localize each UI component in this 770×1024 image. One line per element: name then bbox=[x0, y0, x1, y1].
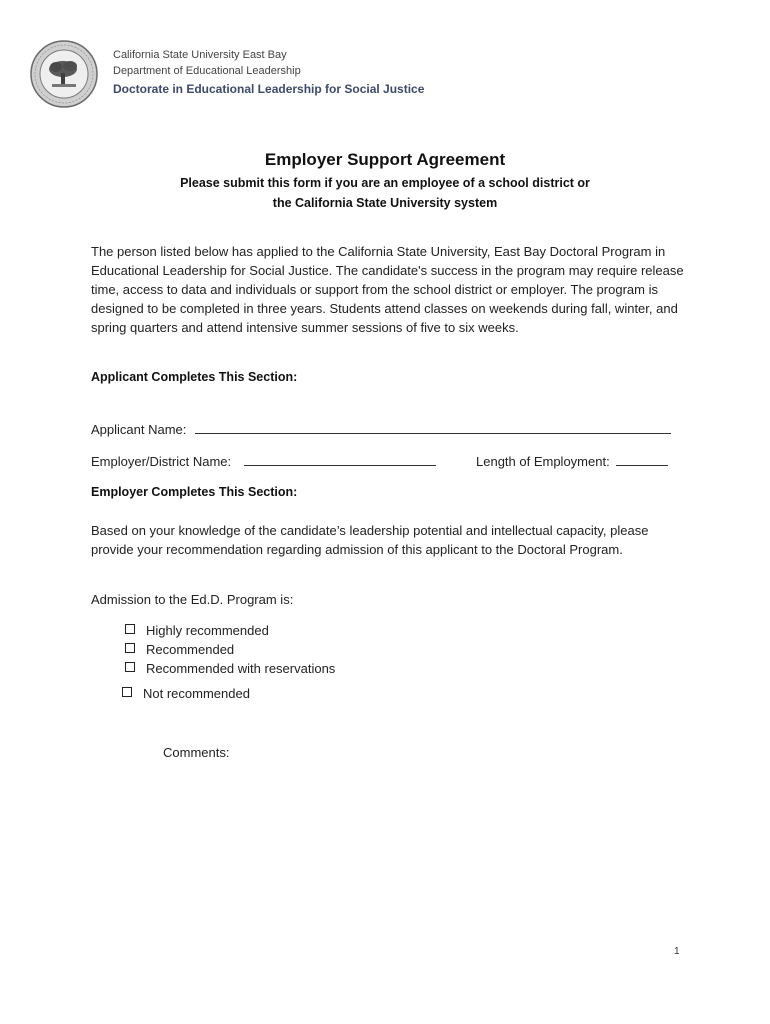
university-name: California State University East Bay bbox=[113, 49, 287, 61]
employer-name-field[interactable] bbox=[244, 453, 436, 466]
checkbox[interactable] bbox=[125, 643, 135, 653]
option-label: Highly recommended bbox=[146, 623, 269, 638]
form-subtitle bbox=[0, 173, 770, 213]
applicant-name-label: Applicant Name: bbox=[91, 422, 187, 437]
option-label: Not recommended bbox=[143, 686, 250, 701]
employer-section-heading: Employer Completes This Section: bbox=[91, 485, 298, 499]
option-label: Recommended bbox=[146, 642, 235, 657]
employer-name-label: Employer/District Name: bbox=[91, 454, 232, 469]
form-title: Employer Support Agreement bbox=[264, 150, 506, 169]
length-of-employment-label: Length of Employment: bbox=[476, 454, 610, 469]
option-recommended-with-reservations[interactable] bbox=[125, 661, 335, 676]
university-seal-logo bbox=[30, 40, 98, 108]
department-name: Department of Educational Leadership bbox=[113, 65, 301, 77]
subtitle-line-1: Please submit this form if you are an employee of a school district or bbox=[180, 176, 590, 190]
length-of-employment-row bbox=[476, 453, 668, 469]
letterhead bbox=[113, 47, 424, 97]
program-name: Doctorate in Educational Leadership for Social Justice bbox=[113, 82, 425, 96]
applicant-name-field[interactable] bbox=[195, 421, 671, 434]
applicant-name-row bbox=[91, 421, 671, 437]
admission-label: Admission to the Ed.D. Program is: bbox=[91, 592, 294, 607]
employer-paragraph: Based on your knowledge of the candidate’s leadership potential and intellectual capacity, please provide your recommendation regarding admission of this applicant to the Doctoral Program. bbox=[91, 523, 649, 557]
employer-name-row bbox=[91, 453, 436, 469]
option-recommended[interactable] bbox=[125, 642, 234, 657]
page-number: 1 bbox=[674, 946, 680, 957]
checkbox[interactable] bbox=[125, 662, 135, 672]
checkbox[interactable] bbox=[125, 624, 135, 634]
intro-paragraph: The person listed below has applied to the California State University, East Bay Doctoral Program in Educational Leadership for Social Justice. The candidate's success in the program may require release time, access to data and individuals or support from the school district or employer. The program is designed to be completed in three years. Students attend classes on weekends during fall, winter, and spring quarters and attend intensive summer sessions of five to six weeks. bbox=[91, 244, 684, 335]
checkbox[interactable] bbox=[122, 687, 132, 697]
comments-label: Comments: bbox=[163, 745, 230, 760]
option-highly-recommended[interactable] bbox=[125, 623, 269, 638]
length-of-employment-field[interactable] bbox=[616, 453, 668, 466]
applicant-section-heading: Applicant Completes This Section: bbox=[91, 370, 298, 384]
option-label: Recommended with reservations bbox=[146, 661, 336, 676]
option-not-recommended[interactable] bbox=[122, 686, 250, 701]
subtitle-line-2: the California State University system bbox=[272, 196, 498, 210]
